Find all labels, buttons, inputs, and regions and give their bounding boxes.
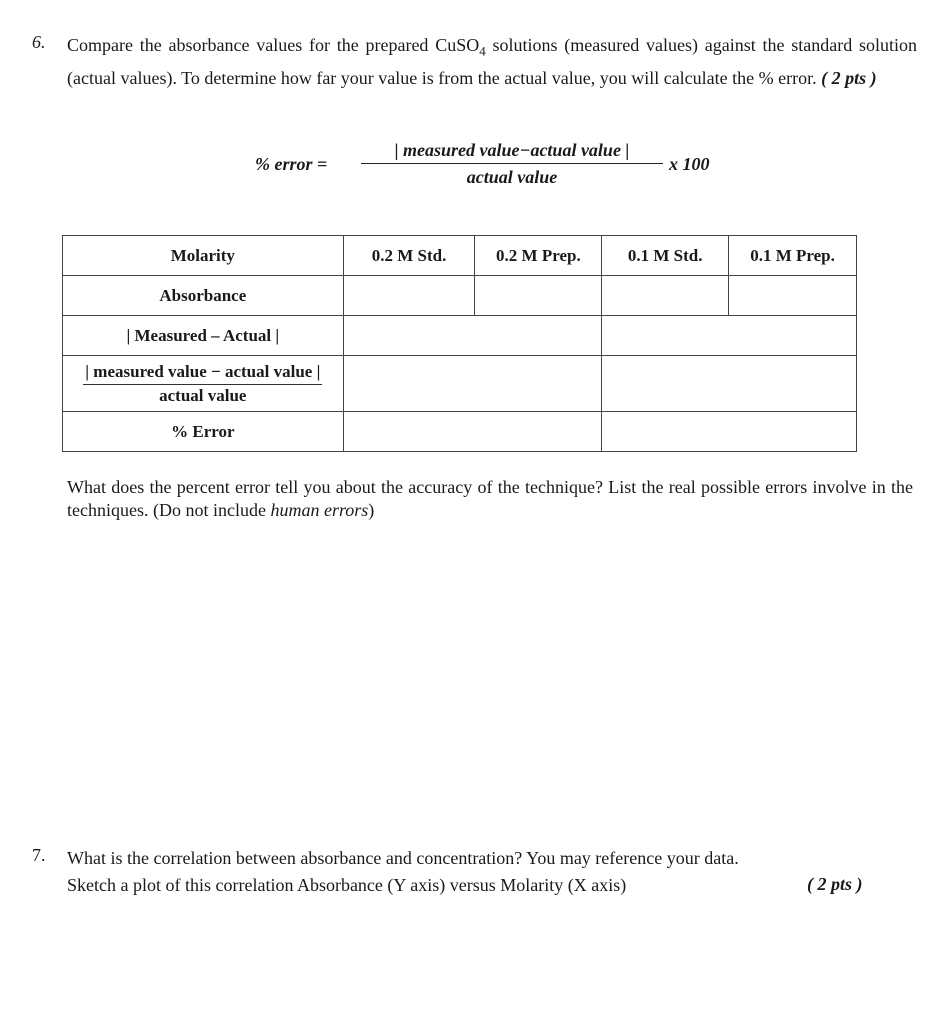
question-7-number: 7. — [32, 845, 46, 865]
table-row-molarity — [63, 236, 857, 276]
table-row-error — [63, 412, 857, 452]
table-row-fraction — [63, 356, 857, 412]
cell-error-02[interactable] — [343, 412, 602, 452]
cell-absorbance-02-std[interactable] — [343, 276, 475, 316]
header-molarity: Molarity — [63, 236, 344, 276]
label-measured-actual: | Measured – Actual | — [63, 316, 344, 356]
header-02-std: 0.2 M Std. — [343, 236, 475, 276]
cell-fraction-01[interactable] — [602, 356, 857, 412]
question-6 — [32, 32, 917, 112]
cell-error-01[interactable] — [602, 412, 857, 452]
percent-error-formula — [255, 137, 735, 197]
cell-measured-actual-02[interactable] — [343, 316, 602, 356]
question-7-line1: What is the correlation between absorbance and concentration? You may reference your data. — [67, 848, 739, 868]
formula-denominator: actual value — [466, 167, 558, 187]
table-row-measured-actual — [63, 316, 857, 356]
question-6-subscript: 4 — [479, 43, 486, 59]
header-01-std: 0.1 M Std. — [602, 236, 729, 276]
header-02-prep: 0.2 M Prep. — [475, 236, 602, 276]
discussion-question — [67, 476, 913, 522]
cell-fraction-02[interactable] — [343, 356, 602, 412]
question-6-text-part2: solutions (measured values) against the standard solution (actual values). To determine how far your value is from the actual value, you will calculate the % error. — [67, 35, 917, 89]
question-7-line2: Sketch a plot of this correlation Absorbance (Y axis) versus Molarity (X axis) — [67, 874, 627, 895]
fraction-bottom: actual value — [159, 385, 247, 405]
discussion-emphasis: human errors — [270, 500, 369, 520]
question-7-points: ( 2 pts ) — [807, 874, 863, 894]
cell-absorbance-01-std[interactable] — [602, 276, 729, 316]
formula-lhs: % error = — [255, 154, 328, 174]
label-fraction — [63, 356, 344, 412]
table-row-absorbance — [63, 276, 857, 316]
question-6-text — [67, 32, 917, 92]
formula-rhs: x 100 — [669, 154, 710, 174]
cell-absorbance-02-prep[interactable] — [475, 276, 602, 316]
label-percent-error: % Error — [63, 412, 344, 452]
formula-numerator: | measured value−actual value | — [394, 140, 630, 160]
question-7-text — [67, 845, 917, 898]
cell-measured-actual-01[interactable] — [602, 316, 857, 356]
label-absorbance: Absorbance — [63, 276, 344, 316]
header-01-prep: 0.1 M Prep. — [729, 236, 857, 276]
cell-absorbance-01-prep[interactable] — [729, 276, 857, 316]
discussion-close: ) — [368, 500, 375, 520]
fraction-expression — [83, 361, 322, 407]
discussion-text: What does the percent error tell you about the accuracy of the technique? List the real possible errors involve in the techniques. (Do not include — [67, 477, 913, 520]
formula-fraction — [361, 137, 663, 190]
question-7 — [32, 845, 917, 905]
fraction-top: | measured value − actual value | — [83, 361, 322, 385]
absorbance-table — [62, 235, 857, 452]
question-6-number: 6. — [32, 32, 46, 52]
question-6-text-part1: Compare the absorbance values for the prepared CuSO — [67, 35, 480, 55]
question-6-points: ( 2 pts ) — [821, 68, 877, 89]
